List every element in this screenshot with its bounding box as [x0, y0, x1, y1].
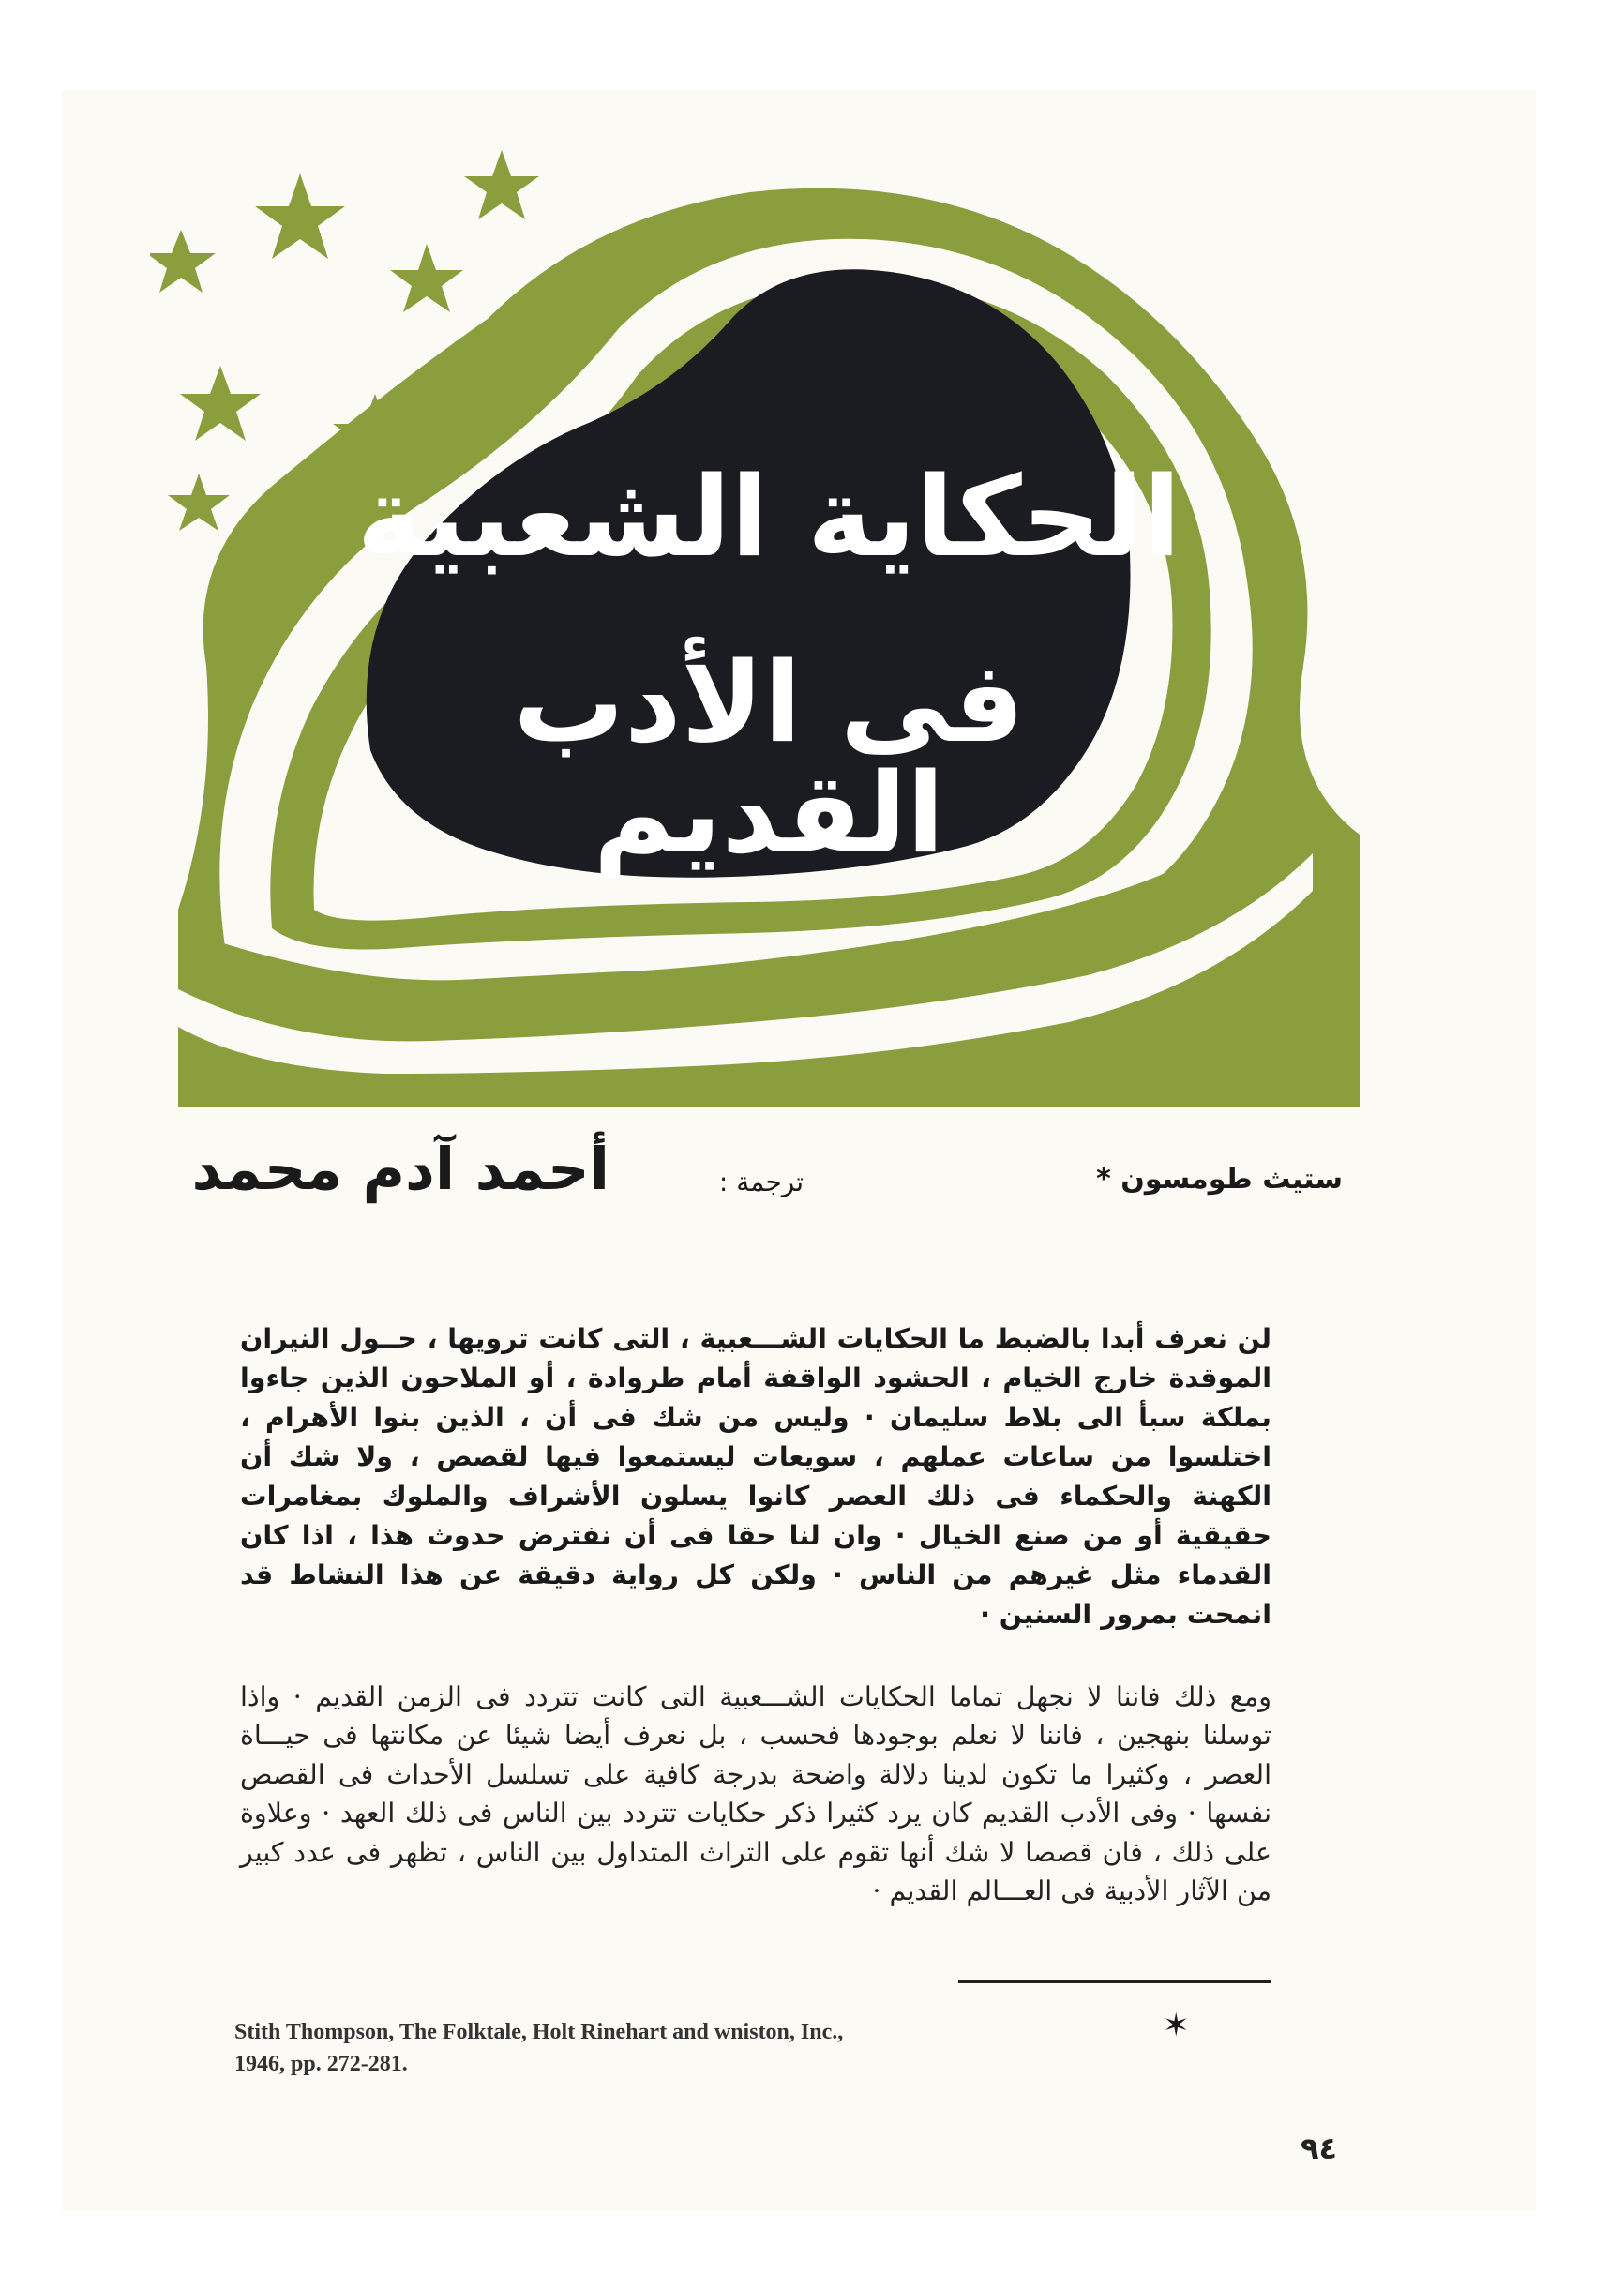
footnote-line-2: 1946, pp. 272-281.: [234, 2052, 408, 2076]
footnote-line-1: Stith Thompson, The Folktale, Holt Rinehart and wniston, Inc.,: [234, 2020, 844, 2044]
star-icon: [390, 244, 463, 312]
star-icon: [180, 366, 261, 441]
star-icon: [464, 150, 539, 219]
footnote-reference: [234, 2016, 1135, 2080]
footnote-divider: [958, 1980, 1271, 1983]
star-icon: [150, 230, 216, 293]
author-name: ستيث طومسون *: [1096, 1163, 1343, 1196]
page-number: ٩٤: [1300, 2131, 1337, 2166]
article-title-line1: الحكاية الشعبية: [356, 452, 1181, 581]
body-paragraph: ومع ذلك فاننا لا نجهل تماما الحكايات الشـــعبية التى كانت تتردد فى الزمن القديم · واذا توسلنا بنهجين ، فاننا لا نعلم بوجودها فحسب ، بل نعرف أيضا شيئا عن مكانتها فى حيـــاة العصر ، وكثيرا ما تكون لدينا دلالة واضحة بدرجة كافية على تسلسل الأحداث فى القصص نفسها · وفى الأدب القديم كان يرد كثيرا ذكر حكايات تتردد بين الناس فى ذلك العهد · وعلاوة على ذلك ، فان قصصا لا شك أنها تقوم على التراث المتداول بين الناس ، تظهر فى عدد كبير من الآثار الأدبية فى العـــالم القديم ·: [240, 1680, 1271, 1906]
translation-label: ترجمة :: [718, 1167, 804, 1197]
translator-name: أحمد آدم محمد: [191, 1135, 609, 1203]
intro-paragraph: لن نعرف أبدا بالضبط ما الحكايات الشـــعبية ، التى كانت ترويها ، حــول النيران الموقدة خارج الخيام ، الحشود الواقفة أمام طروادة ، أو الملاحون الذين جاءوا بملكة سبأ الى بلاط سليمان · وليس من شك فى أن ، الذين بنوا الأهرام ، اختلسوا من ساعات عملهم ، سويعات ليستمعوا فيها لقصص ، ولا شك أن الكهنة والحكماء فى ذلك العصر كانوا يسلون الأشراف والملوك بمغامرات حقيقية أو من صنع الخيال · وان لنا حقا فى أن نفترض حدوث هذا ، اذا كان القدماء مثل غيرهم من الناس · ولكن كل رواية دقيقة عن هذا النشاط قد انمحت بمرور السنين ·: [240, 1322, 1271, 1630]
star-icon: [168, 474, 230, 531]
article-title-line2: فى الأدب القديم: [513, 638, 1025, 878]
footnote-marker: ✶: [1163, 2007, 1190, 2044]
star-icon: [255, 173, 345, 259]
